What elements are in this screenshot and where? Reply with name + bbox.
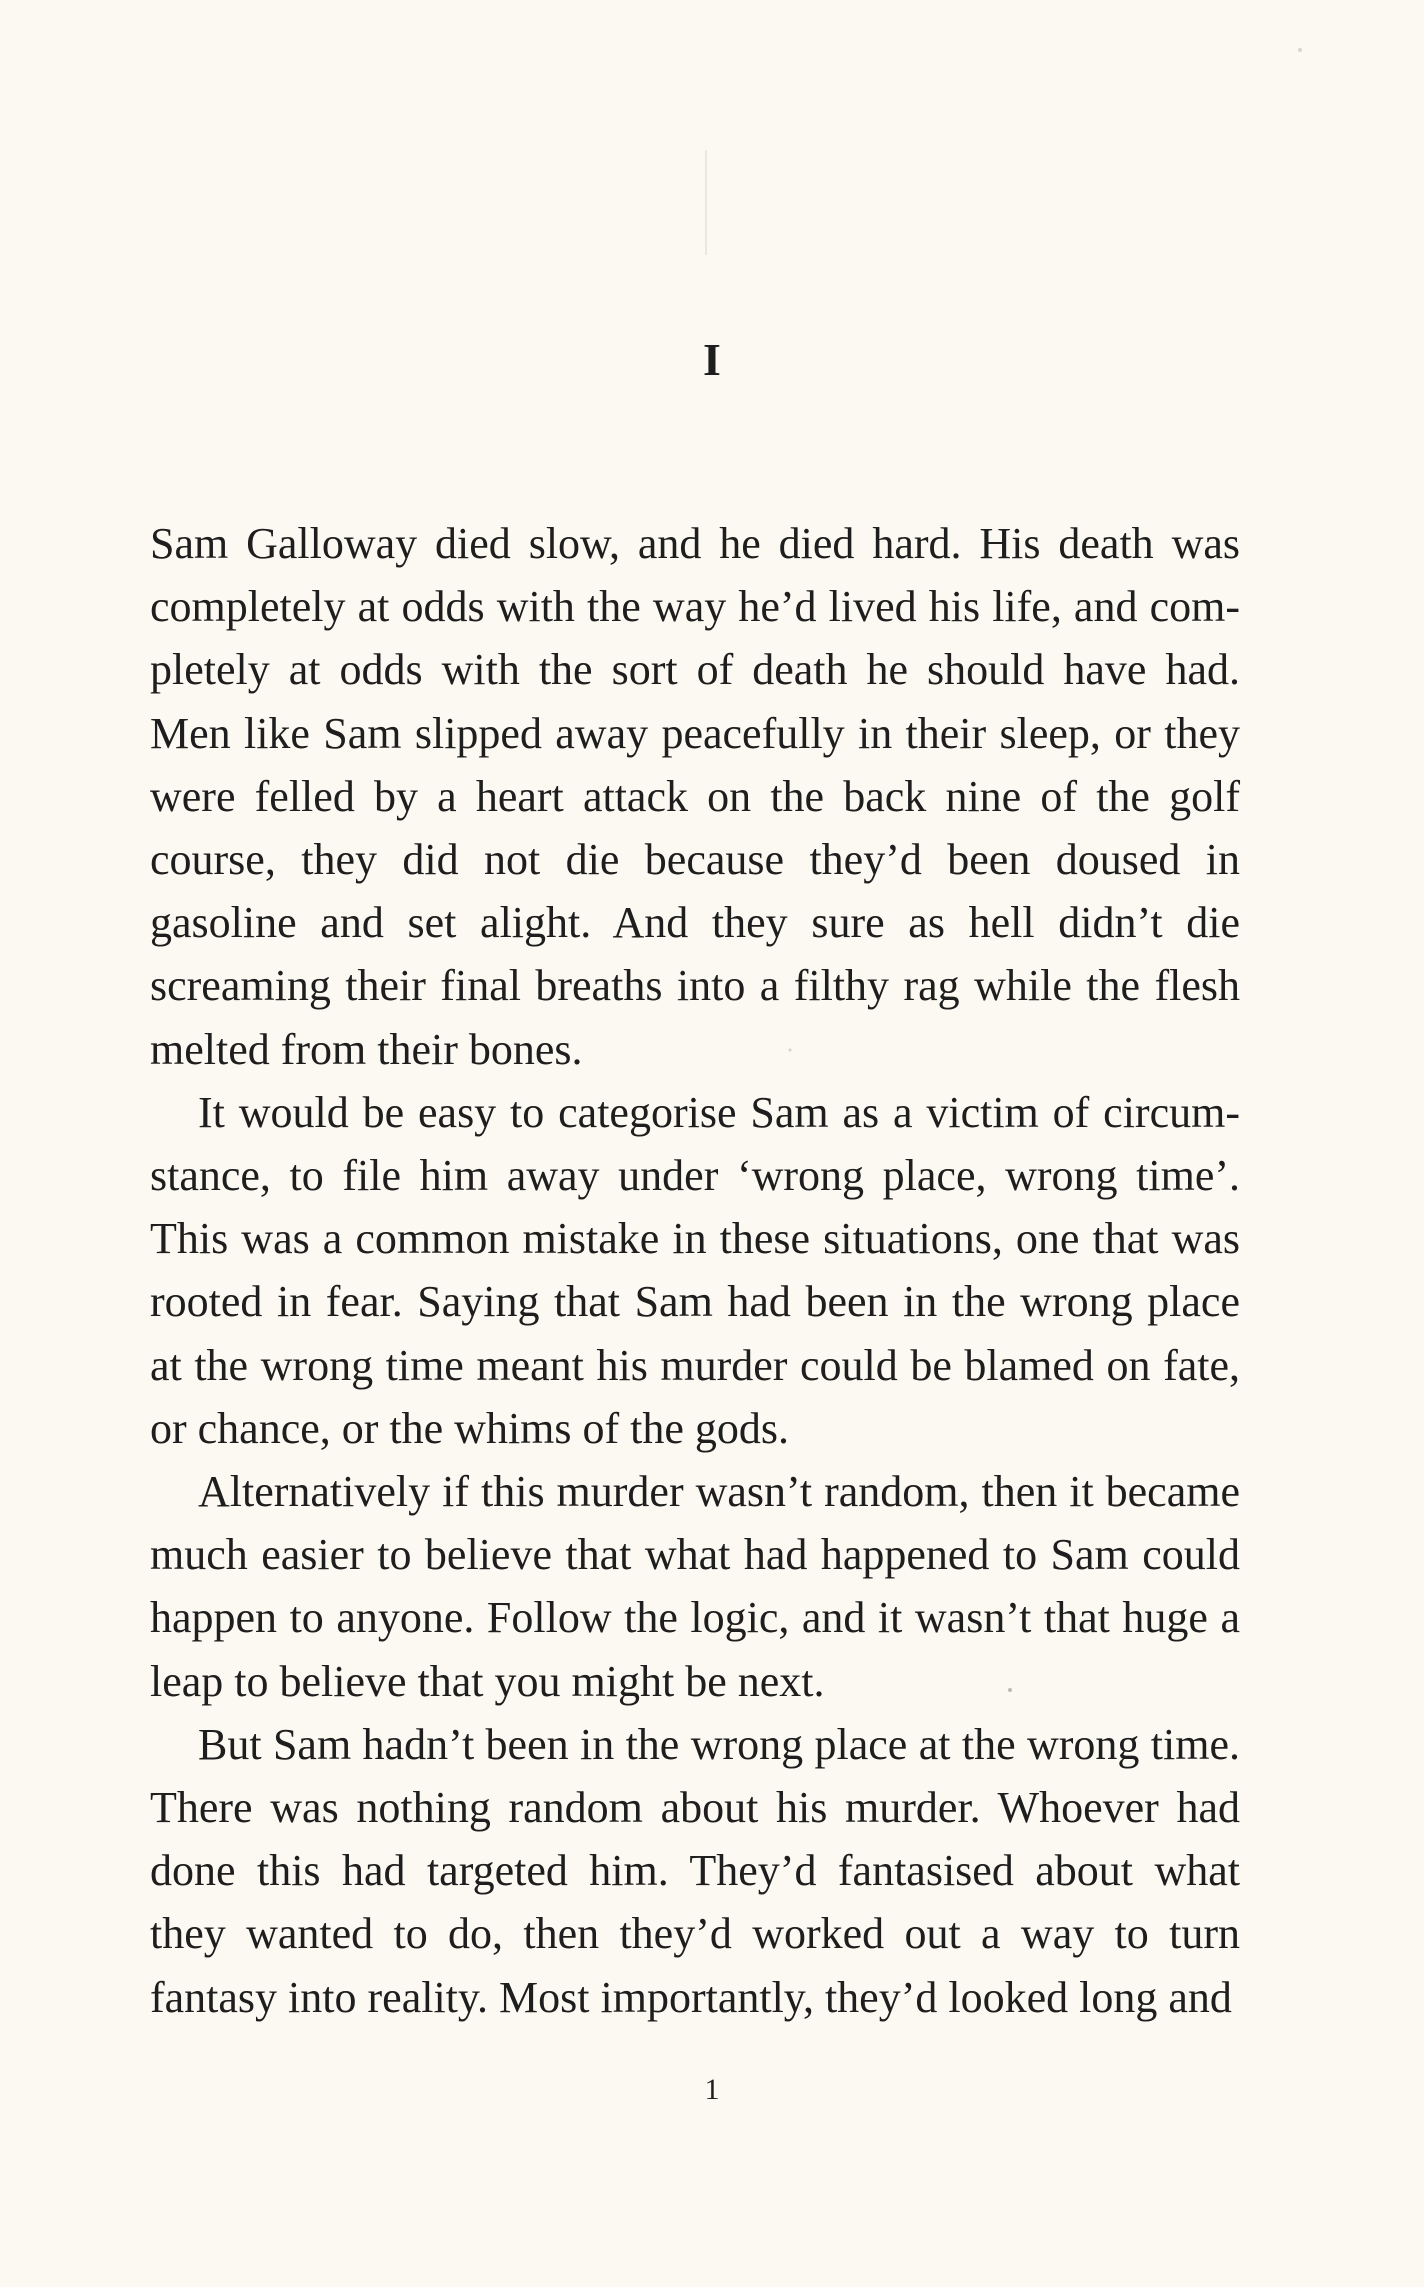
paragraph-3: Alternatively if this murder wasn’t random, then it became much easier to believe that what had happened to Sam could happen to anyone. Follow the logic, and it wasn’t that huge a leap to believe that you might be next. [150, 1467, 1240, 1706]
chapter-number: I [703, 334, 721, 385]
page-number: 1 [704, 2073, 720, 2106]
paragraph-1: Sam Galloway died slow, and he died hard. His death was completely at odds with the way he’d lived his life, and completely at odds with the sort of death he should have had. Men like Sam slipped away peacefully in their sleep, or they were felled by a heart attack on the back nine of the golf course, they did not die because they’d been doused in gasoline and set alight. And they sure as hell didn’t die screaming their final breaths into a filthy rag while the flesh melted from their bones. [150, 519, 1240, 1074]
paragraph-4: But Sam hadn’t been in the wrong place at the wrong time. There was nothing random about his murder. Whoever had done this had targeted him. They’d fantasised about what they wanted to do, then they’d worked out a way to turn fantasy into reality. Most importantly, they’d looked long and [150, 1719, 1240, 2022]
body-text [150, 512, 1240, 2029]
paragraph-2: It would be easy to categorise Sam as a victim of circumstance, to file him away under ‘wrong place, wrong time’. This was a common mistake in these situations, one that was rooted in fear. Saying that Sam had been in the wrong place at the wrong time meant his murder could be blamed on fate, or chance, or the whims of the gods. [150, 1087, 1240, 1453]
